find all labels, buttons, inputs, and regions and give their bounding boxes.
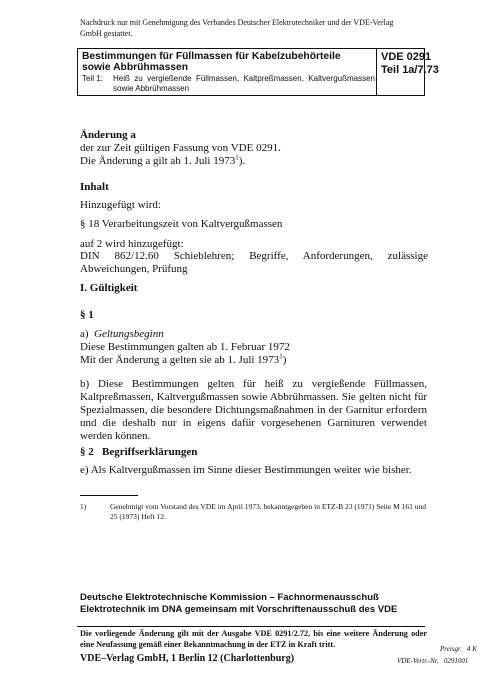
amendment-line-2-end: ).: [238, 155, 246, 167]
standard-part-text: Heiß zu vergießende Füllmassen, Kaltpreßmassen, Kaltvergußmassen sowie Abbrühmassen: [113, 74, 375, 93]
amendment-line-2: [80, 155, 245, 168]
publisher: VDE–Verlag GmbH, 1 Berlin 12 (Charlottenburg): [80, 653, 295, 664]
validity-line-1: Diese Bestimmungen galten ab 1. Februar 1972: [80, 341, 290, 353]
added-label: Hinzugefügt wird:: [80, 199, 161, 211]
section-1-heading: § 1: [80, 309, 94, 321]
bottom-rule: [77, 626, 425, 627]
section-18-entry: § 18 Verarbeitungszeit von Kaltvergußmassen: [80, 218, 283, 230]
order-number: VDE-Vertr.-Nr. 0291001: [397, 657, 469, 665]
standard-part-code: Teil 1a/7.73: [381, 64, 439, 76]
item-a-label: a): [80, 328, 89, 340]
contents-heading: Inhalt: [80, 181, 109, 193]
section-2-heading: § 2 Begriffserklärungen: [80, 446, 198, 458]
validity-line-2-end: ): [282, 354, 287, 366]
footnote-rule: [80, 495, 138, 496]
standard-title: Bestimmungen für Füllmassen für Kabelzubehörteile sowie Abbrühmassen: [82, 51, 341, 73]
item-a: [80, 328, 164, 341]
amendment-line-1: der zur Zeit gültigen Fassung von VDE 0291.: [80, 142, 281, 154]
footnote-text: Genehmigt vom Vorstand des VDE im April 1973, bekanntgegeben in ETZ-B 23 (1971) Seite M 161 und 25 (1973) Heft 12.: [110, 502, 427, 521]
footnote-ref: 1: [235, 153, 239, 162]
standard-part-label: Teil 1:: [82, 74, 103, 83]
amendment-heading: Änderung a: [80, 129, 136, 141]
page-2-label: auf 2 wird hinzugefügt:: [80, 238, 184, 250]
reprint-notice: Nachdruck nur mit Genehmigung des Verbandes Deutscher Elektrotechniker und der VDE-Verlag GmbH gestattet.: [80, 18, 394, 38]
header-divider: [376, 48, 377, 96]
standard-code: VDE 0291: [381, 51, 432, 63]
footnote-ref: 1: [279, 352, 283, 361]
commission-text: Deutsche Elektrotechnische Kommission – Fachnormenausschuß Elektrotechnik im DNA gemeinsam mit Vorschriftenausschuß des VDE: [80, 592, 398, 615]
validity-line-2-text: Mit der Änderung a gelten sie ab 1. Juli 1973: [80, 354, 280, 366]
validity-heading: I. Gültigkeit: [80, 282, 138, 294]
din-entry: DIN 862/12.60 Schieblehren; Begriffe, Anforderungen, zulässige Abweichungen, Prüfung: [80, 250, 428, 275]
item-e-paragraph: e) Als Kaltvergußmassen im Sinne dieser Bestimmungen weiter wie bisher.: [80, 464, 412, 476]
validity-note: Die vorliegende Änderung gilt mit der Ausgabe VDE 0291/2.72, bis eine weitere Änderung oder eine Neufassung gemäß einer Bekanntmachung in der ETZ in Kraft tritt.: [80, 629, 427, 649]
item-a-title: Geltungsbeginn: [94, 328, 164, 340]
item-b-paragraph: b) Diese Bestimmungen gelten für heiß zu vergießende Füllmassen, Kaltpreßmassen, Kaltvergußmassen sowie Abbrühmassen. Sie gelten nicht für Spezialmassen, die besondere Dichtungsmaßnahmen in der Garnitur erfordern und die deshalb nur in eigens dafür vorgesehenen Garnituren verwendet werden können.: [80, 378, 427, 442]
footnote-mark: 1): [80, 502, 87, 511]
validity-line-2: [80, 354, 286, 367]
price-group: Preisgr. 4 K: [440, 645, 477, 653]
amendment-line-2-text: Die Änderung a gilt ab 1. Juli 1973: [80, 155, 236, 167]
